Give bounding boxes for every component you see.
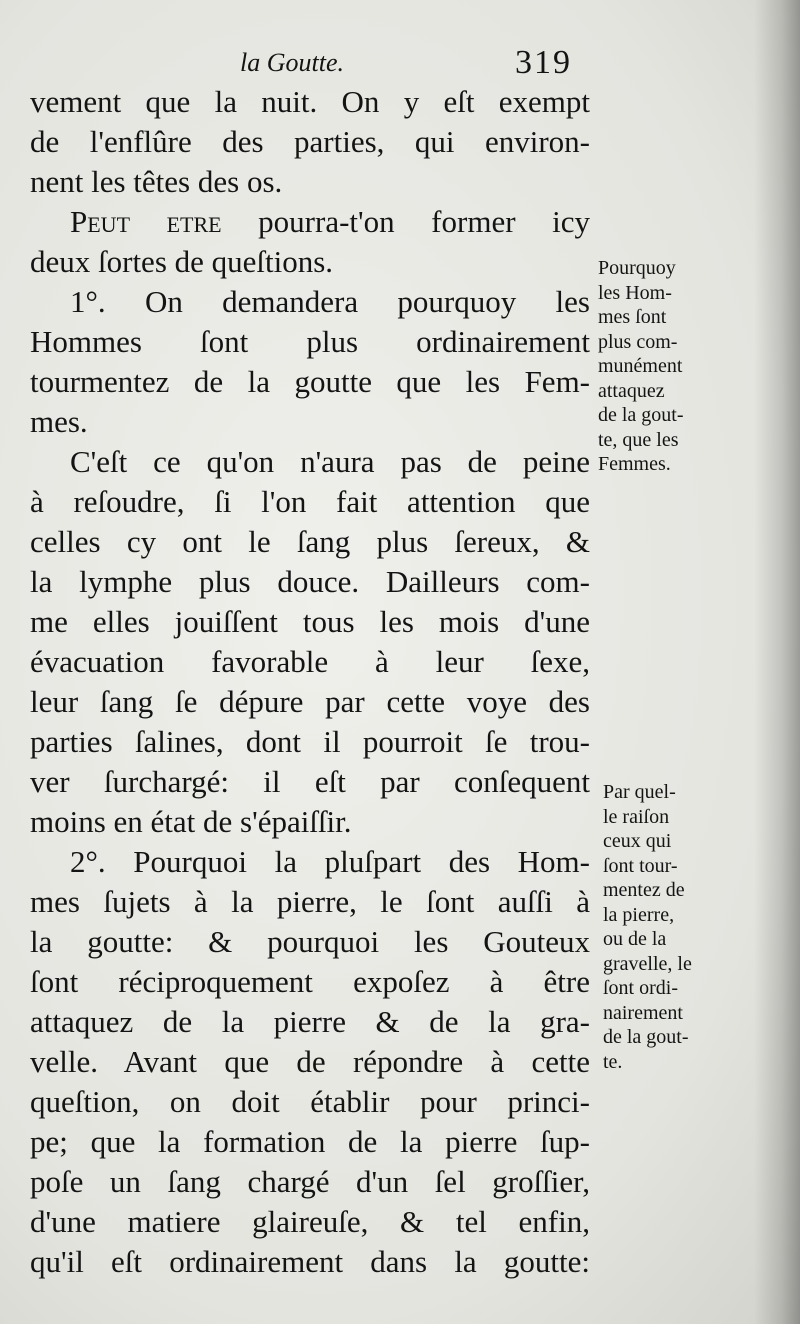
text-line: velle. Avant que de répondre à cette bbox=[30, 1044, 590, 1079]
text-line: pe; que la formation de la pierre ſup- bbox=[30, 1124, 590, 1159]
margin-note-line: attaquez bbox=[598, 379, 665, 402]
margin-note-line: mes ſont bbox=[598, 306, 667, 328]
text-line: d'une matiere glaireuſe, & tel enfin, bbox=[30, 1204, 590, 1239]
margin-note-why-men bbox=[598, 256, 746, 477]
page-gutter-shadow bbox=[754, 0, 800, 1324]
text-line: la goutte: & pourquoi les Gouteux bbox=[30, 924, 590, 959]
margin-note-line: de la gout- bbox=[603, 1026, 689, 1048]
main-text-column bbox=[30, 82, 590, 1282]
margin-note-line: te. bbox=[603, 1050, 623, 1073]
text-line: C'eſt ce qu'on n'aura pas de peine bbox=[70, 444, 590, 479]
margin-note-line: ſont ordi- bbox=[603, 977, 678, 999]
text-line: qu'il eſt ordinairement dans la goutte: bbox=[30, 1244, 590, 1279]
text-line: celles cy ont le ſang plus ſereux, & bbox=[30, 524, 590, 559]
text-line: ver ſurchargé: il eſt par conſequent bbox=[30, 764, 590, 799]
text-line: tourmentez de la goutte que les Fem- bbox=[30, 364, 590, 399]
page-number: 319 bbox=[515, 44, 572, 81]
margin-note-line: le raiſon bbox=[603, 805, 670, 828]
margin-note-line: plus com- bbox=[598, 330, 678, 353]
text-line: attaquez de la pierre & de la gra- bbox=[30, 1004, 590, 1039]
text-line: la lymphe plus douce. Dailleurs com- bbox=[30, 564, 590, 599]
margin-note-line: ou de la bbox=[603, 928, 667, 950]
margin-note-stone-gout bbox=[603, 780, 751, 1074]
margin-note-line: mentez de bbox=[603, 879, 685, 901]
margin-note-line: ſont tour- bbox=[603, 854, 678, 877]
margin-note-line: nairement bbox=[603, 1001, 683, 1024]
text-line: deux ſortes de queſtions. bbox=[30, 244, 334, 279]
text-line: de l'enflûre des parties, qui environ- bbox=[30, 124, 590, 159]
text-line: leur ſang ſe dépure par cette voye des bbox=[30, 684, 590, 719]
running-title: la Goutte. bbox=[240, 48, 344, 77]
text-line: vement que la nuit. On y eſt exempt bbox=[30, 84, 590, 119]
margin-note-line: Femmes. bbox=[598, 453, 671, 475]
margin-note-line: te, que les bbox=[598, 428, 679, 451]
margin-note-line: Par quel- bbox=[603, 781, 676, 803]
text-line: mes ſujets à la pierre, le ſont auſſi à bbox=[30, 884, 590, 919]
margin-note-line: ceux qui bbox=[603, 830, 672, 852]
text-line: me elles jouiſſent tous les mois d'une bbox=[30, 604, 590, 639]
text-line: moins en état de s'épaiſſir. bbox=[30, 804, 352, 839]
text-line: ſont réciproquement expoſez à être bbox=[30, 964, 590, 999]
margin-note-line: munément bbox=[598, 355, 683, 377]
text-line: queſtion, on doit établir pour princi- bbox=[30, 1084, 590, 1119]
margin-note-line: de la gout- bbox=[598, 404, 684, 426]
text-line: parties ſalines, dont il pourroit ſe trou- bbox=[30, 724, 590, 759]
text-line bbox=[30, 202, 590, 242]
text-line: Hommes ſont plus ordinairement bbox=[30, 324, 590, 359]
text-line: à reſoudre, ſi l'on fait attention que bbox=[30, 484, 590, 519]
margin-note-line: Pourquoy bbox=[598, 257, 676, 279]
text-line: 1°. On demandera pourquoy les bbox=[70, 284, 590, 319]
margin-note-line: la pierre, bbox=[603, 903, 675, 926]
margin-note-line: les Hom- bbox=[598, 281, 672, 304]
text-line: évacuation favorable à leur ſexe, bbox=[30, 644, 590, 679]
text-line: mes. bbox=[30, 404, 88, 439]
text-line: poſe un ſang chargé d'un ſel groſſier, bbox=[30, 1164, 590, 1199]
text-line-rest: pourra-t'on former icy bbox=[258, 204, 590, 239]
text-line: nent les têtes des os. bbox=[30, 164, 283, 199]
text-line: 2°. Pourquoi la pluſpart des Hom- bbox=[70, 844, 590, 879]
margin-note-line: gravelle, le bbox=[603, 952, 692, 975]
small-caps-lead: Peut etre bbox=[70, 204, 259, 239]
